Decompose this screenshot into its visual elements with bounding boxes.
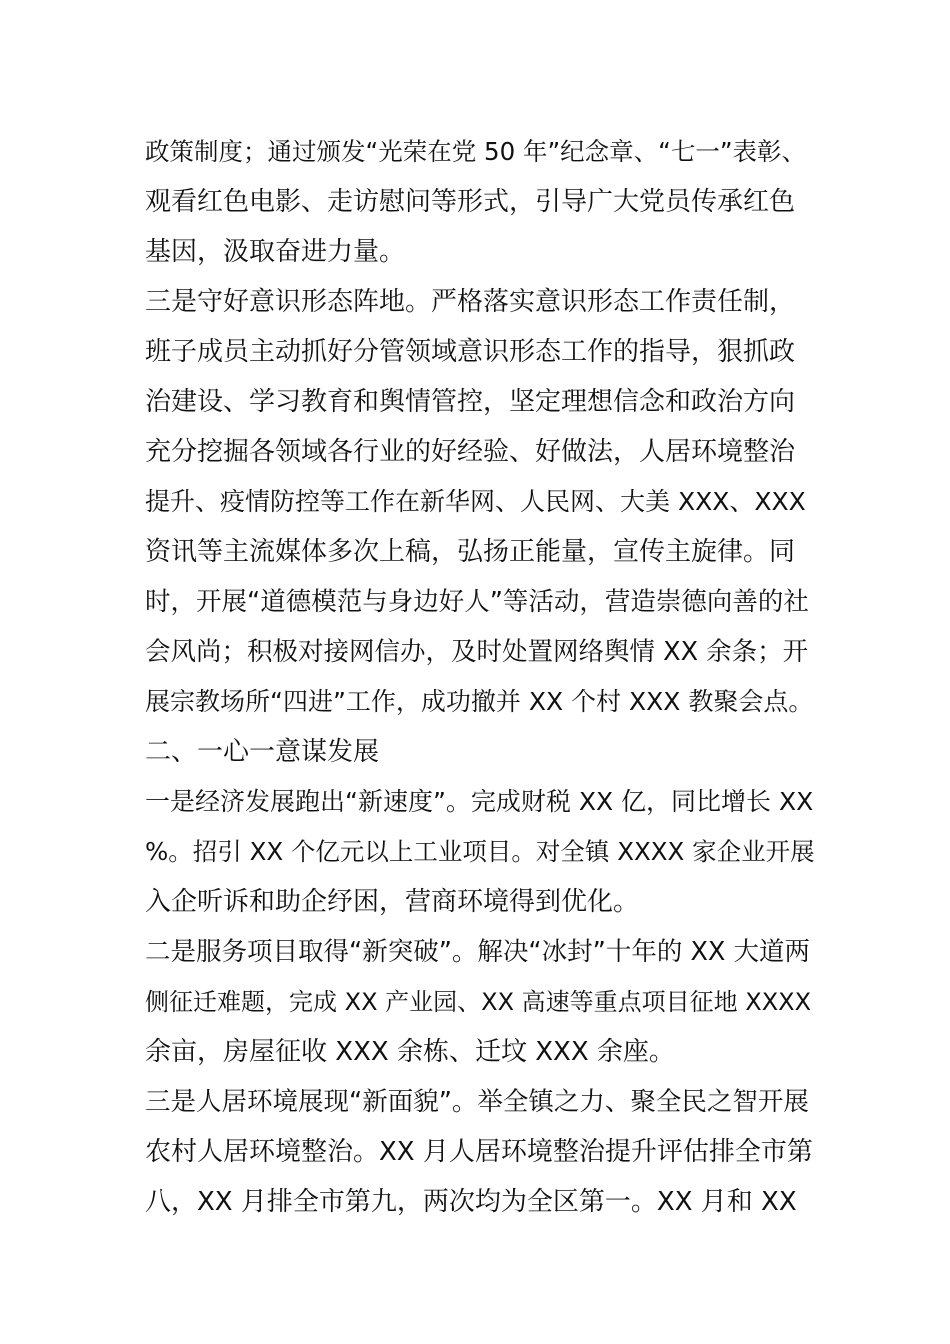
text-line-19: 余亩，房屋征收 XXX 余栋、迁坟 XXX 余座。 <box>145 1037 675 1067</box>
text-line-9: 资讯等主流媒体多次上稿，弘扬正能量，宣传主旋律。同 <box>145 537 796 567</box>
text-line-6: 治建设、学习教育和舆情管控，坚定理想信念和政治方向 <box>145 387 796 417</box>
text-line-8: 提升、疫情防控等工作在新华网、人民网、大美 XXX、XXX <box>145 487 806 516</box>
text-line-1: 政策制度；通过颁发“光荣在党 50 年”纪念章、“七一”表彰、 <box>145 137 807 166</box>
document-body <box>145 127 815 1227</box>
text-line-4: 三是守好意识形态阵地。严格落实意识形态工作责任制， <box>145 287 796 317</box>
text-line-10: 时，开展“道德模范与身边好人”等活动，营造崇德向善的社 <box>145 587 809 617</box>
text-line-21: 农村人居环境整治。XX 月人居环境整治提升评估排全市第 <box>145 1137 813 1167</box>
text-line-14: 一是经济发展跑出“新速度”。完成财税 XX 亿，同比增长 XX <box>145 787 814 816</box>
text-line-2: 观看红色电影、走访慰问等形式，引导广大党员传承红色 <box>145 187 796 217</box>
text-line-18: 侧征迁难题，完成 XX 产业园、XX 高速等重点项目征地 XXXX <box>145 988 812 1016</box>
text-line-7: 充分挖掘各领域各行业的好经验、好做法，人居环境整治 <box>145 437 796 467</box>
text-line-22: 八，XX 月排全市第九，两次均为全区第一。XX 月和 XX <box>145 1187 797 1217</box>
text-line-12: 展宗教场所“四进”工作，成功撤并 XX 个村 XXX 教聚会点。 <box>145 687 814 716</box>
text-line-20: 三是人居环境展现“新面貌”。举全镇之力、聚全民之智开展 <box>145 1087 809 1117</box>
text-line-11: 会风尚；积极对接网信办，及时处置网络舆情 XX 余条；开 <box>145 637 809 667</box>
section-heading: 二、一心一意谋发展 <box>145 737 380 767</box>
text-line-16: 入企听诉和助企纾困，营商环境得到优化。 <box>145 887 640 917</box>
text-line-5: 班子成员主动抓好分管领域意识形态工作的指导，狠抓政 <box>145 337 796 367</box>
text-line-17: 二是服务项目取得“新突破”。解决“冰封”十年的 XX 大道两 <box>145 937 810 967</box>
text-line-3: 基因，汲取奋进力量。 <box>145 237 406 267</box>
text-line-15: %。招引 XX 个亿元以上工业项目。对全镇 XXXX 家企业开展 <box>145 837 815 866</box>
